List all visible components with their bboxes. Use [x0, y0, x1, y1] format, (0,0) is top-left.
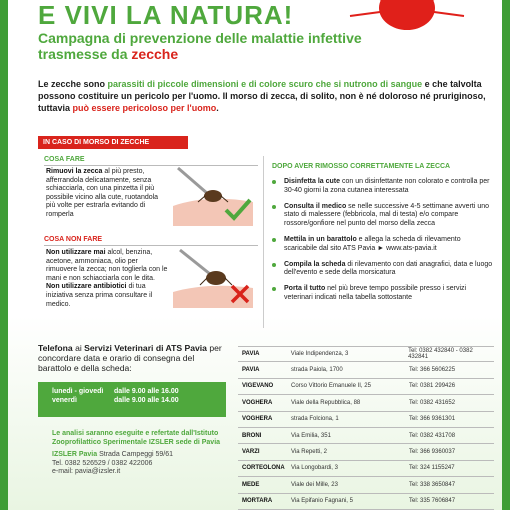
- office-address: strada Paiola, 1700: [291, 367, 343, 374]
- table-row: [238, 494, 494, 510]
- table-row: [238, 461, 494, 477]
- intro-highlight: parassiti di piccole dimensioni e di colore scuro che si nutrono di sangue: [107, 79, 423, 89]
- office-address: strada Folciona, 1: [291, 416, 339, 423]
- table-row: [238, 428, 494, 444]
- opening-hours: [38, 382, 226, 417]
- office-phone: Tel: 0382 432840 - 0382 432841: [408, 348, 473, 361]
- contact-bold: Servizi Veterinari di ATS Pavia: [84, 343, 207, 353]
- item-bold: Compila la scheda: [284, 260, 346, 268]
- dont-text: alcol, benzina, acetone, ammoniaca, olio per rimuovere la zecca; non toglierla con le mani e non schiacciarla con le dita.: [46, 249, 168, 282]
- office-city: CORTEOLONA: [242, 465, 285, 472]
- contact-text: ai: [72, 343, 85, 353]
- item-bold: Consulta il medico: [284, 202, 347, 210]
- lab-email[interactable]: e-mail: pavia@izsler.it: [52, 468, 121, 476]
- after-list: [266, 178, 494, 310]
- office-city: PAVIA: [242, 367, 260, 374]
- office-phone: Tel: 335 7606847: [409, 498, 456, 505]
- office-city: VARZI: [242, 449, 260, 456]
- dont-title: COSA NON FARE: [44, 236, 103, 243]
- lab-phone: Tel. 0382 526529 / 0382 422006: [52, 459, 153, 467]
- intro-part: e che talvolta possono costituire un pericolo per l'uomo. Il morso di zecca, di solito, non è né doloroso né pruriginoso, tuttavia: [38, 79, 486, 113]
- office-phone: Tel: 366 5606225: [409, 367, 456, 374]
- after-title: DOPO AVER RIMOSSO CORRETTAMENTE LA ZECCA: [272, 163, 451, 170]
- lab-name: IZSLER Pavia: [52, 451, 98, 459]
- hours-day: venerdì: [52, 397, 77, 404]
- office-city: BRONI: [242, 432, 262, 439]
- item-bold: Porta il tutto: [284, 285, 326, 293]
- office-address: Via Longobardi, 3: [291, 465, 338, 472]
- table-row: [238, 477, 494, 493]
- table-row: [238, 395, 494, 411]
- table-row: [238, 362, 494, 378]
- office-city: VOGHERA: [242, 399, 273, 406]
- item-text: e allega la scheda di rilevamento scaricabile dal sito ATS Pavia ► www.ats-pavia.it: [284, 235, 461, 252]
- office-phone: Tel: 366 9361301: [409, 416, 456, 423]
- dont-instructions: [46, 249, 168, 309]
- wrong-removal-icon: [168, 248, 258, 308]
- intro-warning: può essere pericoloso per l'uomo: [72, 103, 217, 113]
- office-address: Via Repetti, 2: [291, 449, 327, 456]
- item-text: nel più breve tempo possibile presso i servizi veterinari indicati nella tabella sottostante: [284, 285, 467, 301]
- contact-text: per concordare data e orario di consegna del barattolo e della scheda:: [38, 343, 222, 373]
- poster: [8, 0, 502, 510]
- do-instructions: [46, 168, 168, 220]
- campaign-subtitle: [38, 30, 368, 62]
- item-text: se nelle successive 4-5 settimane avverti uno stato di malessere (febbricola, mal di testa) e/o compare rossore/gonfiore nel punto del morso della zecca: [284, 202, 490, 228]
- list-item: [266, 178, 494, 196]
- office-phone: Tel: 0382 431652: [409, 399, 456, 406]
- item-text: di rilevamento con dati anagrafici, data e luogo dell'evento e sede della morsicatura: [284, 260, 493, 277]
- office-phone: Tel: 324 1155247: [409, 465, 455, 472]
- hours-day: lunedì - giovedì: [52, 388, 104, 395]
- tick-illustration-icon: [342, 0, 472, 32]
- office-address: Viale Indipendenza, 3: [290, 351, 349, 358]
- bite-section-tag: IN CASO DI MORSO DI ZECCHE: [38, 136, 188, 149]
- list-item: [266, 203, 494, 229]
- do-title: COSA FARE: [44, 156, 85, 163]
- lab-intro: Le analisi saranno eseguite e refertate dall'Istituto Zooprofilattico Sperimentale IZSLER sede di Pavia: [52, 430, 221, 446]
- dont-bold: Non utilizzare antibiotici: [46, 283, 127, 291]
- dont-text: di tua iniziativa senza prima consultare il medico.: [46, 283, 153, 308]
- hours-time: dalle 9.00 alle 14.00: [114, 397, 179, 404]
- office-city: PAVIA: [242, 351, 260, 358]
- lab-address: Strada Campeggi 59/61: [97, 451, 174, 459]
- subtitle-accent: zecche: [131, 46, 179, 62]
- office-address: Viale dei Mille, 23: [291, 481, 338, 488]
- hours-row: [52, 396, 226, 405]
- list-item: [266, 285, 494, 303]
- table-row: [238, 379, 494, 395]
- table-row: [238, 346, 494, 362]
- office-phone: Tel: 338 3650847: [409, 481, 456, 488]
- page-title: E VIVI LA NATURA!: [38, 0, 294, 30]
- hours-row: [52, 387, 226, 396]
- do-text: al più presto, afferrandola delicatamente, senza schiacciarla, con una pinzetta il più possibile vicino alla cute, ruotandola più volte per estrarla evitando di romperla: [46, 168, 159, 218]
- subtitle-text: Campagna di prevenzione delle malattie infettive trasmesse da: [38, 30, 362, 62]
- office-city: MEDE: [242, 481, 260, 488]
- office-address: Corso Vittorio Emanuele II, 25: [291, 383, 371, 390]
- contact-bold: Telefona: [38, 343, 73, 353]
- lab-address-line: [52, 451, 232, 460]
- hours-time: dalle 9.00 alle 16.00: [114, 388, 179, 395]
- item-bold: Mettila in un barattolo: [284, 235, 357, 243]
- intro-part: .: [216, 103, 219, 113]
- office-address: Via Epifanio Fagnani, 5: [291, 498, 353, 505]
- office-phone: Tel: 0382 431708: [409, 432, 456, 439]
- dont-bold: Non utilizzare mai: [46, 249, 106, 256]
- tick-removal-icon: [168, 166, 258, 226]
- do-bold: Rimuovi la zecca: [46, 168, 103, 175]
- table-row: [238, 412, 494, 428]
- divider: [44, 245, 258, 246]
- item-bold: Disinfetta la cute: [284, 178, 341, 185]
- intro-paragraph: [38, 78, 490, 114]
- lab-info: [52, 430, 232, 477]
- contact-lead: [38, 343, 228, 373]
- intro-part: Le zecche sono: [38, 79, 108, 89]
- list-item: [266, 261, 494, 279]
- office-phone: Tel: 0381 299426: [409, 383, 456, 390]
- office-phone: Tel: 366 9360037: [409, 449, 456, 456]
- item-text: con un disinfettante non colorato e controlla per 30-40 giorni la zona cutanea interessata: [284, 178, 490, 194]
- office-address: Viale della Repubblica, 88: [291, 399, 361, 406]
- office-address: Via Emilia, 351: [291, 432, 331, 439]
- offices-table: [238, 346, 494, 510]
- list-item: [266, 236, 494, 254]
- office-city: VOGHERA: [242, 416, 273, 423]
- office-city: MORTARA: [242, 498, 273, 505]
- table-row: [238, 444, 494, 460]
- office-city: VIGEVANO: [242, 383, 274, 390]
